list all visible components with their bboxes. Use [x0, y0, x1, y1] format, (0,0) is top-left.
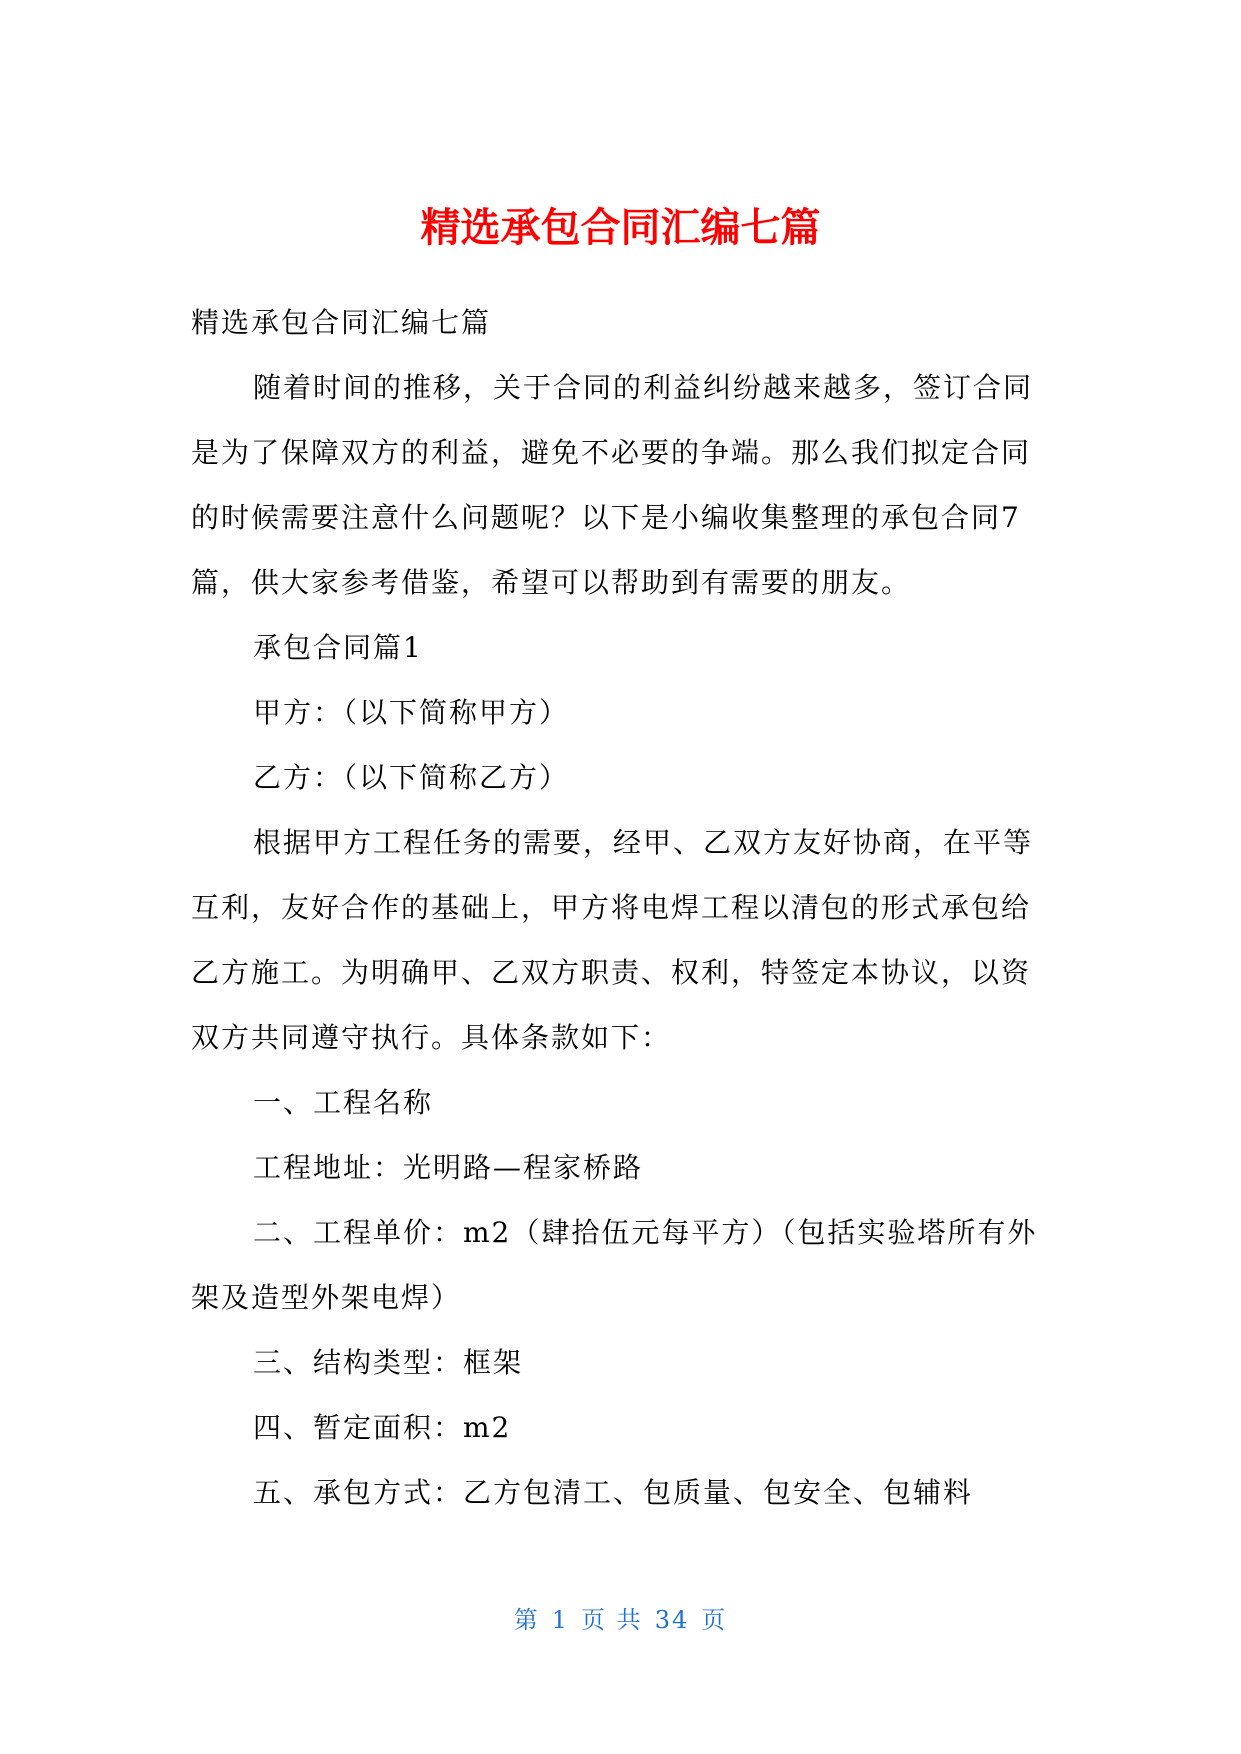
paragraph-clause-5: 五、承包方式：乙方包清工、包质量、包安全、包辅料	[253, 1476, 974, 1509]
footer-middle: 页 共	[581, 1606, 643, 1634]
paragraph-clause-3: 三、结构类型：框架	[253, 1346, 524, 1379]
page-title: 精选承包合同汇编七篇	[420, 205, 821, 251]
paragraph-clause-2: 二、工程单价：m2（肆拾伍元每平方）（包括实验塔所有外架及造型外架电焊）	[191, 1216, 1038, 1314]
document-body	[191, 290, 1051, 1525]
paragraph-party-a: 甲方：（以下简称甲方）	[253, 696, 570, 729]
paragraph-section-heading: 承包合同篇1	[253, 631, 423, 664]
page-footer	[0, 1604, 1241, 1636]
paragraph-clause-4: 四、暂定面积：m2	[253, 1411, 512, 1444]
paragraph-party-b: 乙方：（以下简称乙方）	[253, 761, 570, 794]
paragraph-agreement: 根据甲方工程任务的需要，经甲、乙双方友好协商，在平等互利，友好合作的基础上，甲方将电焊工程以清包的形式承包给乙方施工。为明确甲、乙双方职责、权利，特签定本协议，以资双方共同遵守执行。具体条款如下：	[191, 826, 1034, 1054]
paragraph-clause-1: 一、工程名称	[253, 1086, 434, 1119]
footer-prefix: 第	[513, 1606, 540, 1634]
footer-total-pages: 34	[654, 1606, 690, 1634]
footer-page-number: 1	[551, 1606, 570, 1634]
footer-suffix: 页	[701, 1606, 728, 1634]
paragraph-subtitle: 精选承包合同汇编七篇	[191, 306, 492, 339]
paragraph-intro: 随着时间的推移，关于合同的利益纠纷越来越多，签订合同是为了保障双方的利益，避免不必要的争端。那么我们拟定合同的时候需要注意什么问题呢？以下是小编收集整理的承包合同7篇，供大家参考借鉴，希望可以帮助到有需要的朋友。	[191, 371, 1034, 599]
paragraph-address: 工程地址：光明路—程家桥路	[253, 1151, 644, 1184]
